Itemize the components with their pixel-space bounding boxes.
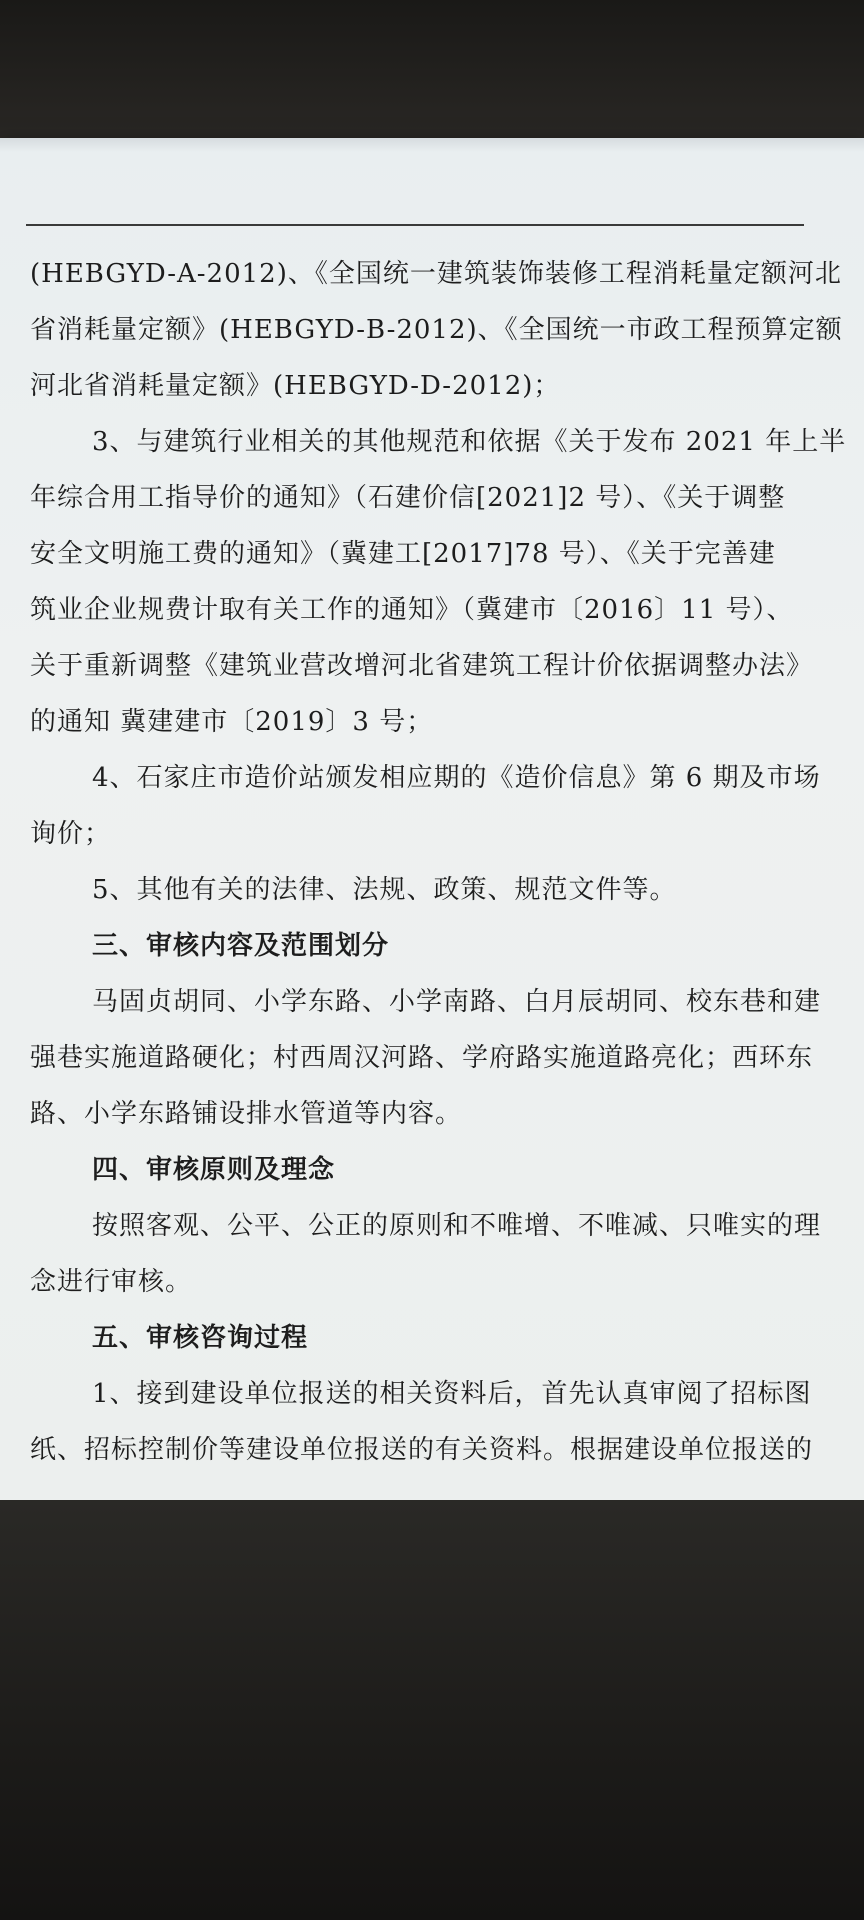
document-body — [30, 246, 847, 1478]
text-line: 1、接到建设单位报送的相关资料后，首先认真审阅了招标图 — [92, 1379, 812, 1409]
dark-background-top — [0, 0, 864, 150]
section-heading: 四、审核原则及理念 — [92, 1155, 336, 1185]
text-line: 马固贞胡同、小学东路、小学南路、白月辰胡同、校东巷和建 — [92, 987, 822, 1017]
section-heading: 三、审核内容及范围划分 — [92, 931, 390, 961]
text-line: 河北省消耗量定额》(HEBGYD-D-2012)； — [30, 371, 561, 401]
text-line: 强巷实施道路硬化；村西周汉河路、学府路实施道路亮化；西环东 — [30, 1043, 814, 1073]
text-line: 念进行审核。 — [30, 1267, 193, 1297]
dark-background-bottom — [0, 1500, 864, 1920]
text-line: 纸、招标控制价等建设单位报送的有关资料。根据建设单位报送的 — [30, 1435, 814, 1465]
text-line: 按照客观、公平、公正的原则和不唯增、不唯减、只唯实的理 — [92, 1211, 822, 1241]
text-line: 3、与建筑行业相关的其他规范和依据《关于发布 2021 年上半 — [92, 427, 847, 457]
text-line: 路、小学东路铺设排水管道等内容。 — [30, 1099, 463, 1129]
text-line: 筑业企业规费计取有关工作的通知》（冀建市〔2016〕11 号）、 — [30, 595, 794, 625]
text-line: 的通知 冀建建市〔2019〕3 号； — [30, 707, 434, 737]
text-line: 询价； — [30, 819, 112, 849]
text-line: 5、其他有关的法律、法规、政策、规范文件等。 — [92, 875, 677, 905]
text-line: 安全文明施工费的通知》（冀建工[2017]78 号）、《关于完善建 — [30, 539, 776, 569]
text-line: 年综合用工指导价的通知》（石建价信[2021]2 号）、《关于调整 — [30, 483, 786, 513]
text-line: (HEBGYD-A-2012)、《全国统一建筑装饰装修工程消耗量定额河北 — [30, 259, 842, 289]
page-top-edge — [0, 138, 864, 152]
header-rule — [26, 224, 804, 226]
text-line: 关于重新调整《建筑业营改增河北省建筑工程计价依据调整办法》 — [30, 651, 814, 681]
text-line: 省消耗量定额》(HEBGYD-B-2012)、《全国统一市政工程预算定额 — [30, 315, 843, 345]
text-line: 4、石家庄市造价站颁发相应期的《造价信息》第 6 期及市场 — [92, 763, 821, 793]
section-heading: 五、审核咨询过程 — [92, 1323, 309, 1353]
